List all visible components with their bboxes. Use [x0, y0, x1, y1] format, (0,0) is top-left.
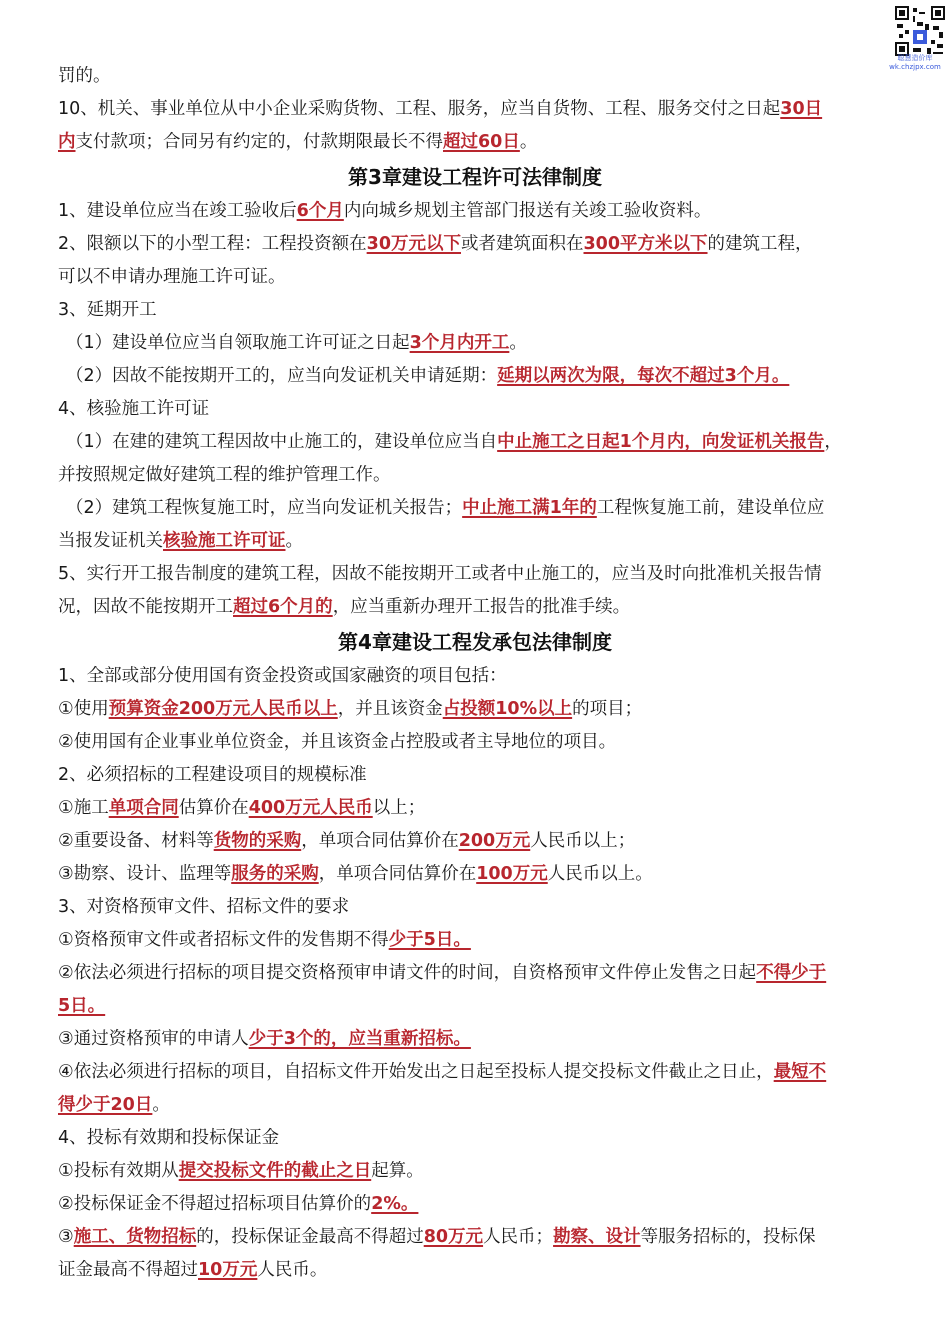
text-segment: ，并且该资金 [337, 699, 443, 719]
text-segment: 2、必须招标的工程建设项目的规模标准 [58, 765, 367, 785]
text-line [58, 1093, 894, 1117]
text-segment: 以上； [372, 798, 426, 818]
highlighted-term: 占投额10%以上 [442, 699, 573, 719]
text-segment: 等服务招标的，投标保 [640, 1227, 816, 1247]
text-segment: 第3章建设工程许可法律制度 [348, 165, 602, 189]
text-line [58, 961, 894, 985]
text-segment: 或者建筑面积在 [461, 234, 584, 254]
text-line [58, 1159, 894, 1183]
text-segment: 支付款项；合同另有约定的，付款期限最长不得 [75, 132, 443, 152]
text-segment: 证金最高不得超过 [58, 1260, 198, 1280]
text-segment: 当报发证机关 [58, 531, 163, 551]
text-line [58, 862, 894, 886]
text-segment: ， [824, 432, 842, 452]
text-segment: ，应当重新办理开工报告的批准手续。 [332, 597, 631, 617]
text-line [66, 364, 894, 388]
text-line [58, 97, 894, 121]
text-line [58, 1225, 894, 1249]
chapter-heading [0, 629, 950, 655]
highlighted-term: 施工、货物招标 [73, 1227, 197, 1247]
highlighted-term: 200万元 [458, 831, 531, 851]
highlighted-term: 30万元以下 [366, 234, 461, 254]
text-line [58, 1060, 894, 1084]
text-segment: 。 [285, 531, 303, 551]
text-segment: 。 [152, 1095, 170, 1115]
text-line [58, 529, 894, 553]
text-segment: 的，投标保证金最高不得超过 [196, 1227, 424, 1247]
text-segment: （2）因故不能按期开工的，应当向发证机关申请延期： [66, 366, 498, 386]
highlighted-term: 超过6个月的 [233, 597, 333, 617]
text-segment: ①投标有效期从 [58, 1161, 179, 1181]
text-line [58, 232, 894, 256]
highlighted-term: 少于3个的，应当重新招标。 [248, 1029, 471, 1049]
watermark-url[interactable]: wk.chzjpx.com [889, 63, 941, 71]
text-line [58, 265, 894, 289]
text-line [58, 463, 894, 487]
text-line [66, 430, 894, 454]
highlighted-term: 单项合同 [108, 798, 179, 818]
text-line [58, 1126, 894, 1150]
text-segment: 人民币。 [257, 1260, 328, 1280]
highlighted-term: 6个月 [296, 201, 344, 221]
highlighted-term: 30日 [780, 99, 823, 119]
text-segment: 10、机关、事业单位从中小企业采购货物、工程、服务，应当自货物、工程、服务交付之日起 [58, 99, 781, 119]
text-segment: ③通过资格预审的申请人 [58, 1029, 249, 1049]
highlighted-term: 货物的采购 [213, 831, 302, 851]
text-segment: 人民币以上； [530, 831, 636, 851]
text-segment: ④依法必须进行招标的项目，自招标文件开始发出之日起至投标人提交投标文件截止之日止， [58, 1062, 774, 1082]
text-segment: ②投标保证金不得超过招标项目估算价的 [58, 1194, 372, 1214]
text-line [58, 994, 894, 1018]
text-segment: 起算。 [371, 1161, 424, 1181]
highlighted-term: 核验施工许可证 [163, 531, 286, 551]
text-segment: （1）建设单位应当自领取施工许可证之日起 [66, 333, 410, 353]
text-line [58, 895, 894, 919]
text-segment: 罚的。 [58, 66, 111, 86]
text-segment: （2）建筑工程恢复施工时，应当向发证机关报告； [66, 498, 463, 518]
highlighted-term: 不得少于 [756, 963, 827, 983]
text-segment: ③ [58, 1227, 74, 1247]
text-line [58, 664, 894, 688]
highlighted-term: 超过60日 [443, 132, 520, 152]
highlighted-term: 10万元 [198, 1260, 258, 1280]
text-segment: ②重要设备、材料等 [58, 831, 214, 851]
chapter-heading [0, 164, 950, 190]
highlighted-term: 少于5日。 [388, 930, 471, 950]
text-line [58, 829, 894, 853]
highlighted-term: 服务的采购 [231, 864, 319, 884]
text-line [58, 130, 894, 154]
text-line [58, 928, 894, 952]
text-segment: 况，因故不能按期开工 [58, 597, 233, 617]
text-segment: 。 [509, 333, 527, 353]
text-line [58, 763, 894, 787]
text-segment: ①使用 [58, 699, 109, 719]
highlighted-term: 内 [58, 132, 76, 152]
text-segment: 1、建设单位应当在竣工验收后 [58, 201, 297, 221]
text-segment: 内向城乡规划主管部门报送有关竣工验收资料。 [343, 201, 712, 221]
text-line [58, 562, 894, 586]
text-line [58, 730, 894, 754]
text-segment: 4、核验施工许可证 [58, 399, 210, 419]
text-segment: 3、延期开工 [58, 300, 157, 320]
highlighted-term: 延期以两次为限，每次不超过3个月。 [497, 366, 790, 386]
highlighted-term: 100万元 [476, 864, 548, 884]
text-line [58, 298, 894, 322]
highlighted-term: 中止施工之日起1个月内，向发证机关报告 [497, 432, 825, 452]
highlighted-term: 预算资金200万元人民币以上 [108, 699, 338, 719]
text-segment: 第4章建设工程发承包法律制度 [338, 630, 612, 654]
text-segment: 可以不申请办理施工许可证。 [58, 267, 286, 287]
highlighted-term: 提交投标文件的截止之日 [178, 1161, 372, 1181]
text-segment: ，单项合同估算价在 [318, 864, 477, 884]
text-segment: 5、实行开工报告制度的建筑工程，因故不能按期开工或者中止施工的，应当及时向批准机关报告情 [58, 564, 822, 584]
text-segment: 工程恢复施工前，建设单位应 [596, 498, 825, 518]
text-line [58, 595, 894, 619]
text-segment: 的建筑工程， [707, 234, 813, 254]
text-segment: 估算价在 [178, 798, 249, 818]
text-line [58, 64, 894, 88]
text-segment: ②使用国有企业事业单位资金，并且该资金占控股或者主导地位的项目。 [58, 732, 617, 752]
text-segment: ②依法必须进行招标的项目提交资格预审申请文件的时间，自资格预审文件停止发售之日起 [58, 963, 757, 983]
text-line [58, 1192, 894, 1216]
text-segment: ①资格预审文件或者招标文件的发售期不得 [58, 930, 389, 950]
text-line [58, 397, 894, 421]
text-segment: 3、对资格预审文件、招标文件的要求 [58, 897, 350, 917]
text-segment: ③勘察、设计、监理等 [58, 864, 232, 884]
text-segment: 并按照规定做好建筑工程的维护管理工作。 [58, 465, 391, 485]
text-segment: 人民币； [483, 1227, 554, 1247]
text-segment: 4、投标有效期和投标保证金 [58, 1128, 280, 1148]
watermark-site-name: 聪慧造价库 [897, 54, 933, 62]
text-segment: 的项目； [572, 699, 643, 719]
highlighted-term: 400万元人民币 [248, 798, 373, 818]
text-line [66, 496, 894, 520]
text-segment: ，单项合同估算价在 [301, 831, 459, 851]
text-line [66, 331, 894, 355]
text-line [58, 796, 894, 820]
qr-code-icon[interactable] [895, 6, 945, 56]
text-segment: 1、全部或部分使用国有资金投资或国家融资的项目包括： [58, 666, 507, 686]
highlighted-term: 5日。 [58, 996, 106, 1016]
text-segment: ①施工 [58, 798, 109, 818]
highlighted-term: 得少于20日 [58, 1095, 153, 1115]
highlighted-term: 最短不 [773, 1062, 827, 1082]
text-segment: （1）在建的建筑工程因故中止施工的，建设单位应当自 [66, 432, 498, 452]
highlighted-term: 3个月内开工 [409, 333, 510, 353]
text-segment: 。 [519, 132, 538, 152]
text-segment: 2、限额以下的小型工程：工程投资额在 [58, 234, 367, 254]
text-line [58, 1027, 894, 1051]
highlighted-term: 300平方米以下 [583, 234, 708, 254]
highlighted-term: 2%。 [371, 1194, 419, 1214]
text-segment: 人民币以上。 [547, 864, 653, 884]
text-line [58, 199, 894, 223]
highlighted-term: 勘察、设计 [553, 1227, 641, 1247]
text-line [58, 1258, 894, 1282]
highlighted-term: 80万元 [423, 1227, 484, 1247]
highlighted-term: 中止施工满1年的 [462, 498, 597, 518]
text-line [58, 697, 894, 721]
